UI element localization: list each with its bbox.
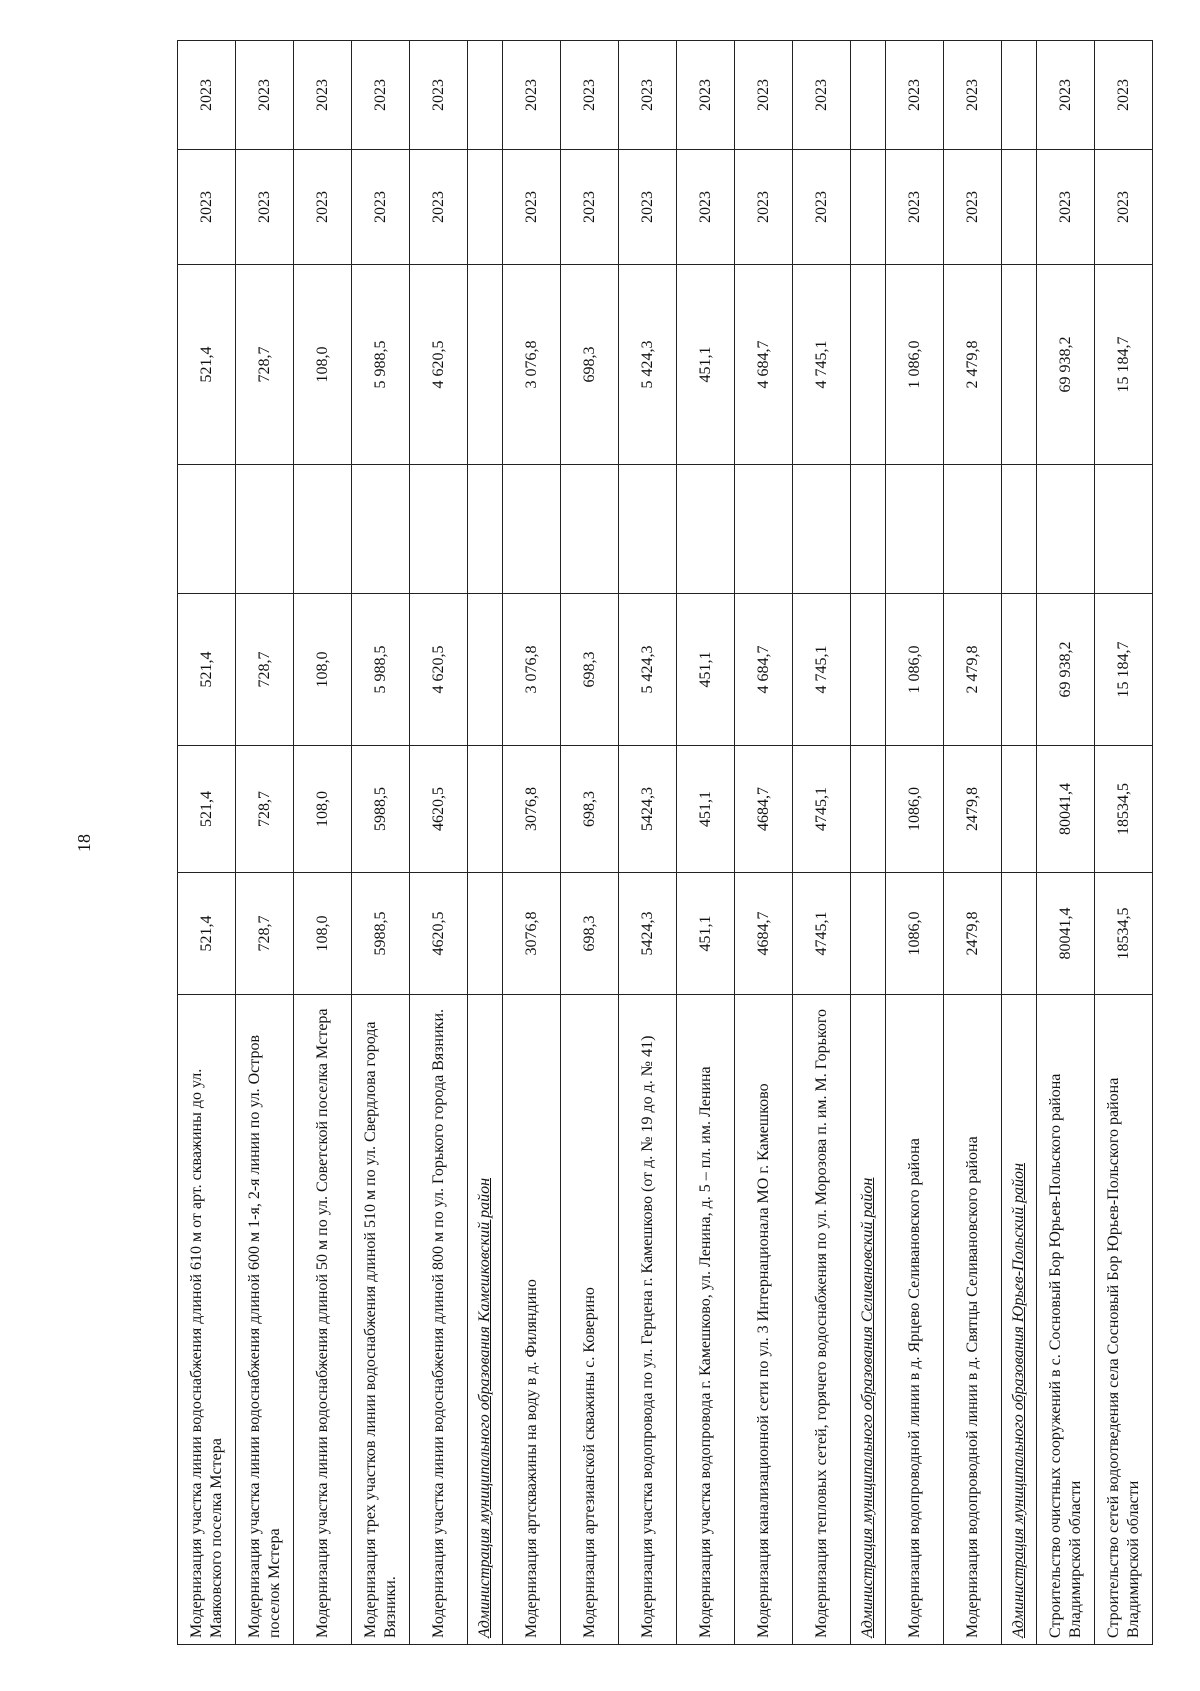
value-cell: 2 479,8: [944, 594, 1002, 746]
empty-cell: [468, 594, 503, 746]
table-row: [619, 41, 677, 1645]
empty-cell: [851, 873, 886, 995]
empty-cell: [851, 150, 886, 265]
value-cell: 451,1: [677, 265, 735, 465]
table-row: [410, 41, 468, 1645]
project-name-cell: Модернизация канализационной сети по ул. 3 Интернационала МО г. Камешково: [735, 995, 793, 1645]
table-body: [178, 41, 1153, 1645]
value-cell: 5424,3: [619, 746, 677, 873]
value-cell: 2 479,8: [944, 265, 1002, 465]
project-name-cell: Модернизация водопроводной линии в д. Святцы Селивановского района: [944, 995, 1002, 1645]
section-header-row: [468, 41, 503, 1645]
start-year-cell: 2023: [352, 150, 410, 265]
value-cell: 1 086,0: [886, 594, 944, 746]
value-cell: 4745,1: [793, 746, 851, 873]
table-row: [503, 41, 561, 1645]
value-cell: 108,0: [294, 746, 352, 873]
value-cell: 698,3: [561, 594, 619, 746]
end-year-cell: 2023: [410, 41, 468, 150]
section-header-row: [1002, 41, 1037, 1645]
total-cost-cell: 18534,5: [1095, 873, 1153, 995]
value-cell: 451,1: [677, 594, 735, 746]
section-title: Администрация муниципального образования Камешковский район: [468, 995, 503, 1645]
total-cost-cell: 5988,5: [352, 873, 410, 995]
project-name-cell: Модернизация участка линии водоснабжения длиной 600 м 1-я, 2-я линии по ул. Остров поселок Мстера: [236, 995, 294, 1645]
total-cost-cell: 2479,8: [944, 873, 1002, 995]
value-cell: 4 620,5: [410, 265, 468, 465]
project-name-cell: Модернизация артезианской скважины с. Коверино: [561, 995, 619, 1645]
table-row: [561, 41, 619, 1645]
empty-cell: [1002, 265, 1037, 465]
project-name-cell: Модернизация участка водопровода г. Камешково, ул. Ленина, д. 5 – пл. им. Ленина: [677, 995, 735, 1645]
empty-value-cell: [677, 465, 735, 594]
project-name-cell: Модернизация участка водопровода по ул. Герцена г. Камешково (от д. № 19 до д. № 41): [619, 995, 677, 1645]
section-header-row: [851, 41, 886, 1645]
empty-cell: [468, 41, 503, 150]
empty-value-cell: [178, 465, 236, 594]
table-row: [793, 41, 851, 1645]
value-cell: 728,7: [236, 265, 294, 465]
empty-value-cell: [410, 465, 468, 594]
page-number: 18: [74, 834, 94, 852]
empty-value-cell: [1095, 465, 1153, 594]
value-cell: 4 620,5: [410, 594, 468, 746]
project-name-cell: Строительство очистных сооружений в с. Сосновый Бор Юрьев-Польского района Владимирской области: [1037, 995, 1095, 1645]
start-year-cell: 2023: [178, 150, 236, 265]
value-cell: 15 184,7: [1095, 594, 1153, 746]
empty-value-cell: [735, 465, 793, 594]
value-cell: 728,7: [236, 594, 294, 746]
value-cell: 5 424,3: [619, 594, 677, 746]
value-cell: 15 184,7: [1095, 265, 1153, 465]
end-year-cell: 2023: [944, 41, 1002, 150]
end-year-cell: 2023: [1095, 41, 1153, 150]
end-year-cell: 2023: [236, 41, 294, 150]
empty-cell: [851, 594, 886, 746]
project-name-cell: Модернизация участка линии водоснабжения длиной 50 м по ул. Советской поселка Мстера: [294, 995, 352, 1645]
table-row: [886, 41, 944, 1645]
start-year-cell: 2023: [561, 150, 619, 265]
value-cell: 451,1: [677, 746, 735, 873]
total-cost-cell: 4745,1: [793, 873, 851, 995]
value-cell: 3 076,8: [503, 265, 561, 465]
start-year-cell: 2023: [1095, 150, 1153, 265]
section-title: Администрация муниципального образования Селивановский район: [851, 995, 886, 1645]
table-row: [944, 41, 1002, 1645]
project-name-cell: Модернизация артскважины на воду в д. Филяндино: [503, 995, 561, 1645]
start-year-cell: 2023: [944, 150, 1002, 265]
end-year-cell: 2023: [886, 41, 944, 150]
total-cost-cell: 5424,3: [619, 873, 677, 995]
end-year-cell: 2023: [294, 41, 352, 150]
empty-cell: [851, 41, 886, 150]
value-cell: 4620,5: [410, 746, 468, 873]
total-cost-cell: 80041,4: [1037, 873, 1095, 995]
value-cell: 4 745,1: [793, 594, 851, 746]
empty-cell: [1002, 41, 1037, 150]
total-cost-cell: 521,4: [178, 873, 236, 995]
empty-cell: [1002, 594, 1037, 746]
value-cell: 4684,7: [735, 746, 793, 873]
value-cell: 4 684,7: [735, 594, 793, 746]
table-row: [352, 41, 410, 1645]
total-cost-cell: 728,7: [236, 873, 294, 995]
empty-value-cell: [503, 465, 561, 594]
empty-cell: [468, 465, 503, 594]
empty-cell: [468, 873, 503, 995]
end-year-cell: 2023: [1037, 41, 1095, 150]
project-name-cell: Модернизация тепловых сетей, горячего водоснабжения по ул. Морозова п. им. М. Горького: [793, 995, 851, 1645]
end-year-cell: 2023: [561, 41, 619, 150]
empty-value-cell: [944, 465, 1002, 594]
start-year-cell: 2023: [677, 150, 735, 265]
value-cell: 3076,8: [503, 746, 561, 873]
project-name-cell: Модернизация трех участков линии водоснабжения длиной 510 м по ул. Свердлова города Вязники.: [352, 995, 410, 1645]
empty-cell: [851, 265, 886, 465]
rotated-table-container: [177, 41, 1142, 1645]
value-cell: 69 938,2: [1037, 594, 1095, 746]
empty-value-cell: [294, 465, 352, 594]
value-cell: 521,4: [178, 594, 236, 746]
total-cost-cell: 108,0: [294, 873, 352, 995]
value-cell: 1 086,0: [886, 265, 944, 465]
end-year-cell: 2023: [178, 41, 236, 150]
project-name-cell: Модернизация участка линии водоснабжения длиной 610 м от арт. скважины до ул. Маяковского поселка Мстера: [178, 995, 236, 1645]
empty-value-cell: [793, 465, 851, 594]
value-cell: 698,3: [561, 265, 619, 465]
table-row: [677, 41, 735, 1645]
table-row: [1037, 41, 1095, 1645]
start-year-cell: 2023: [236, 150, 294, 265]
empty-cell: [851, 465, 886, 594]
empty-cell: [468, 265, 503, 465]
table-row: [236, 41, 294, 1645]
start-year-cell: 2023: [886, 150, 944, 265]
end-year-cell: 2023: [619, 41, 677, 150]
start-year-cell: 2023: [503, 150, 561, 265]
value-cell: 521,4: [178, 746, 236, 873]
empty-value-cell: [236, 465, 294, 594]
total-cost-cell: 451,1: [677, 873, 735, 995]
end-year-cell: 2023: [677, 41, 735, 150]
table-row: [294, 41, 352, 1645]
value-cell: 5 424,3: [619, 265, 677, 465]
start-year-cell: 2023: [1037, 150, 1095, 265]
section-title: Администрация муниципального образования Юрьев-Польский район: [1002, 995, 1037, 1645]
start-year-cell: 2023: [410, 150, 468, 265]
end-year-cell: 2023: [352, 41, 410, 150]
empty-value-cell: [352, 465, 410, 594]
value-cell: 4 745,1: [793, 265, 851, 465]
empty-cell: [468, 746, 503, 873]
value-cell: 5 988,5: [352, 265, 410, 465]
end-year-cell: 2023: [793, 41, 851, 150]
value-cell: 80041,4: [1037, 746, 1095, 873]
start-year-cell: 2023: [793, 150, 851, 265]
empty-cell: [1002, 746, 1037, 873]
empty-value-cell: [619, 465, 677, 594]
total-cost-cell: 4684,7: [735, 873, 793, 995]
empty-value-cell: [561, 465, 619, 594]
table-row: [735, 41, 793, 1645]
empty-cell: [1002, 150, 1037, 265]
empty-value-cell: [1037, 465, 1095, 594]
empty-value-cell: [886, 465, 944, 594]
total-cost-cell: 3076,8: [503, 873, 561, 995]
empty-cell: [1002, 873, 1037, 995]
project-name-cell: Модернизация участка линии водоснабжения длиной 800 м по ул. Горького города Вязники.: [410, 995, 468, 1645]
start-year-cell: 2023: [735, 150, 793, 265]
funding-table: [177, 40, 1153, 1645]
value-cell: 521,4: [178, 265, 236, 465]
value-cell: 5988,5: [352, 746, 410, 873]
empty-cell: [468, 150, 503, 265]
empty-cell: [851, 746, 886, 873]
value-cell: 728,7: [236, 746, 294, 873]
project-name-cell: Модернизация водопроводной линии в д. Ярцево Селивановского района: [886, 995, 944, 1645]
total-cost-cell: 4620,5: [410, 873, 468, 995]
value-cell: 5 988,5: [352, 594, 410, 746]
value-cell: 2479,8: [944, 746, 1002, 873]
total-cost-cell: 1086,0: [886, 873, 944, 995]
value-cell: 18534,5: [1095, 746, 1153, 873]
value-cell: 108,0: [294, 265, 352, 465]
value-cell: 108,0: [294, 594, 352, 746]
total-cost-cell: 698,3: [561, 873, 619, 995]
value-cell: 69 938,2: [1037, 265, 1095, 465]
end-year-cell: 2023: [503, 41, 561, 150]
project-name-cell: Строительство сетей водоотведения села Сосновый Бор Юрьев-Польского района Владимирской области: [1095, 995, 1153, 1645]
table-row: [1095, 41, 1153, 1645]
value-cell: 4 684,7: [735, 265, 793, 465]
empty-cell: [1002, 465, 1037, 594]
end-year-cell: 2023: [735, 41, 793, 150]
value-cell: 1086,0: [886, 746, 944, 873]
table-row: [178, 41, 236, 1645]
value-cell: 3 076,8: [503, 594, 561, 746]
start-year-cell: 2023: [619, 150, 677, 265]
start-year-cell: 2023: [294, 150, 352, 265]
value-cell: 698,3: [561, 746, 619, 873]
